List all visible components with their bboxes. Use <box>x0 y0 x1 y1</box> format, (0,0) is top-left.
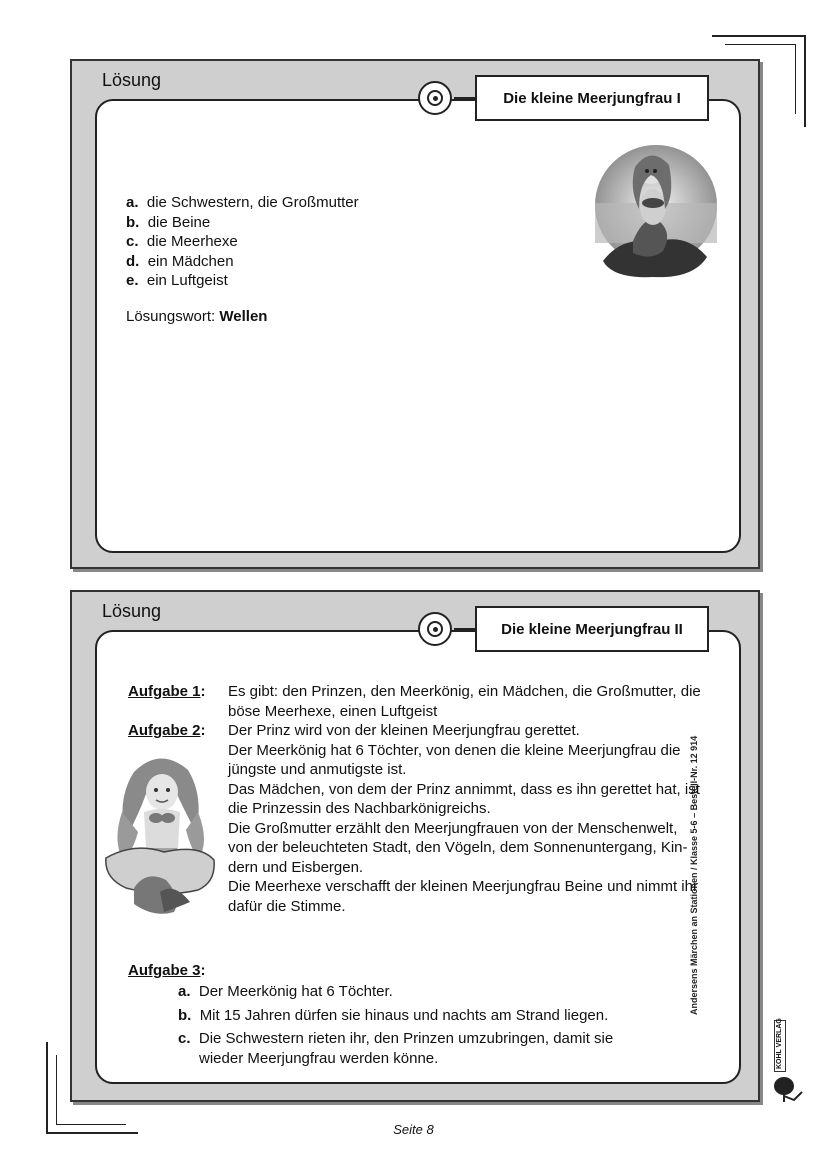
list-item: b. Mit 15 Jahren dürfen sie hinaus und nachts am Strand liegen. <box>178 1006 609 1024</box>
list-item: e. ein Luftgeist <box>126 272 228 289</box>
sidebar-publication-info: Andersens Märchen an Stationen / Klasse 5-6 – Bestell-Nr. 12 914 <box>689 735 699 1015</box>
task1-text: Es gibt: den Prinzen, den Meerkönig, ein Mädchen, die Großmutter, die böse Meerhexe, einen Luftgeist <box>228 683 701 720</box>
list-item: d. ein Mädchen <box>126 252 234 270</box>
mermaid-on-rock-image <box>593 143 719 279</box>
publisher-logo <box>770 1018 810 1102</box>
card-title: Die kleine Meerjungfrau I <box>475 75 709 121</box>
task3-list <box>178 982 698 1068</box>
solution-word: Wellen <box>219 308 268 325</box>
list-item: c. Die Schwestern rieten ihr, den Prinzen umzubringen, damit sie wieder Meerjungfrau werden könne. <box>178 1030 614 1067</box>
target-icon <box>418 81 452 115</box>
corner-line-top-right-h1 <box>712 35 806 37</box>
corner-line-bottom-left-v2 <box>56 1055 57 1125</box>
corner-line-top-right-v1 <box>804 35 806 127</box>
title-connector <box>454 628 476 630</box>
task3-label: Aufgabe 3: <box>128 962 206 979</box>
corner-line-top-right-h2 <box>725 44 795 45</box>
card-label: Lösung <box>102 601 162 621</box>
task2-label: Aufgabe 2: <box>128 722 206 739</box>
list-item: a. die Schwestern, die Großmutter <box>126 194 359 211</box>
mermaid-sitting-image <box>104 752 216 918</box>
list-item: c. die Meerhexe <box>126 233 238 250</box>
title-connector <box>454 97 476 99</box>
task1-label: Aufgabe 1: <box>128 683 206 700</box>
card-inner-panel <box>95 99 741 553</box>
card-title: Die kleine Meerjungfrau II <box>475 606 709 652</box>
tree-icon <box>772 1076 806 1104</box>
answer-list <box>126 193 486 291</box>
target-icon <box>418 612 452 646</box>
task2-text: Der Prinz wird von der kleinen Meerjungfrau gerettet. Der Meerkönig hat 6 Töchter, von denen die kleine Meerjungfrau die jüngste und anmutigste ist. Das Mädchen, von dem der Prinz annimmt, dass es ihn gerettet hat, ist die Prinzessin des Nachbarkönigreichs. Die Großmutter erzählt den Meerjungfrauen von der Menschenwelt, von der beleuchteten Stadt, den Vögeln, dem Sonnenuntergang, Kin- dern und Eisbergen. Die Meerhexe verschafft der kleinen Meerjungfrau Beine und nimmt ihr dafür die Stimme. <box>228 722 700 915</box>
corner-line-bottom-left-v1 <box>46 1042 48 1134</box>
publisher-logo-text: KOHL VERLAG <box>774 1020 786 1072</box>
card-label: Lösung <box>102 70 162 90</box>
solution-word-line: Lösungswort: Wellen <box>126 308 268 325</box>
page-number: Seite 8 <box>393 1122 434 1137</box>
solution-card-1 <box>70 59 760 569</box>
list-item: b. die Beine <box>126 213 211 231</box>
list-item: a. Der Meerkönig hat 6 Töchter. <box>178 983 393 1000</box>
corner-line-top-right-v2 <box>795 44 796 114</box>
